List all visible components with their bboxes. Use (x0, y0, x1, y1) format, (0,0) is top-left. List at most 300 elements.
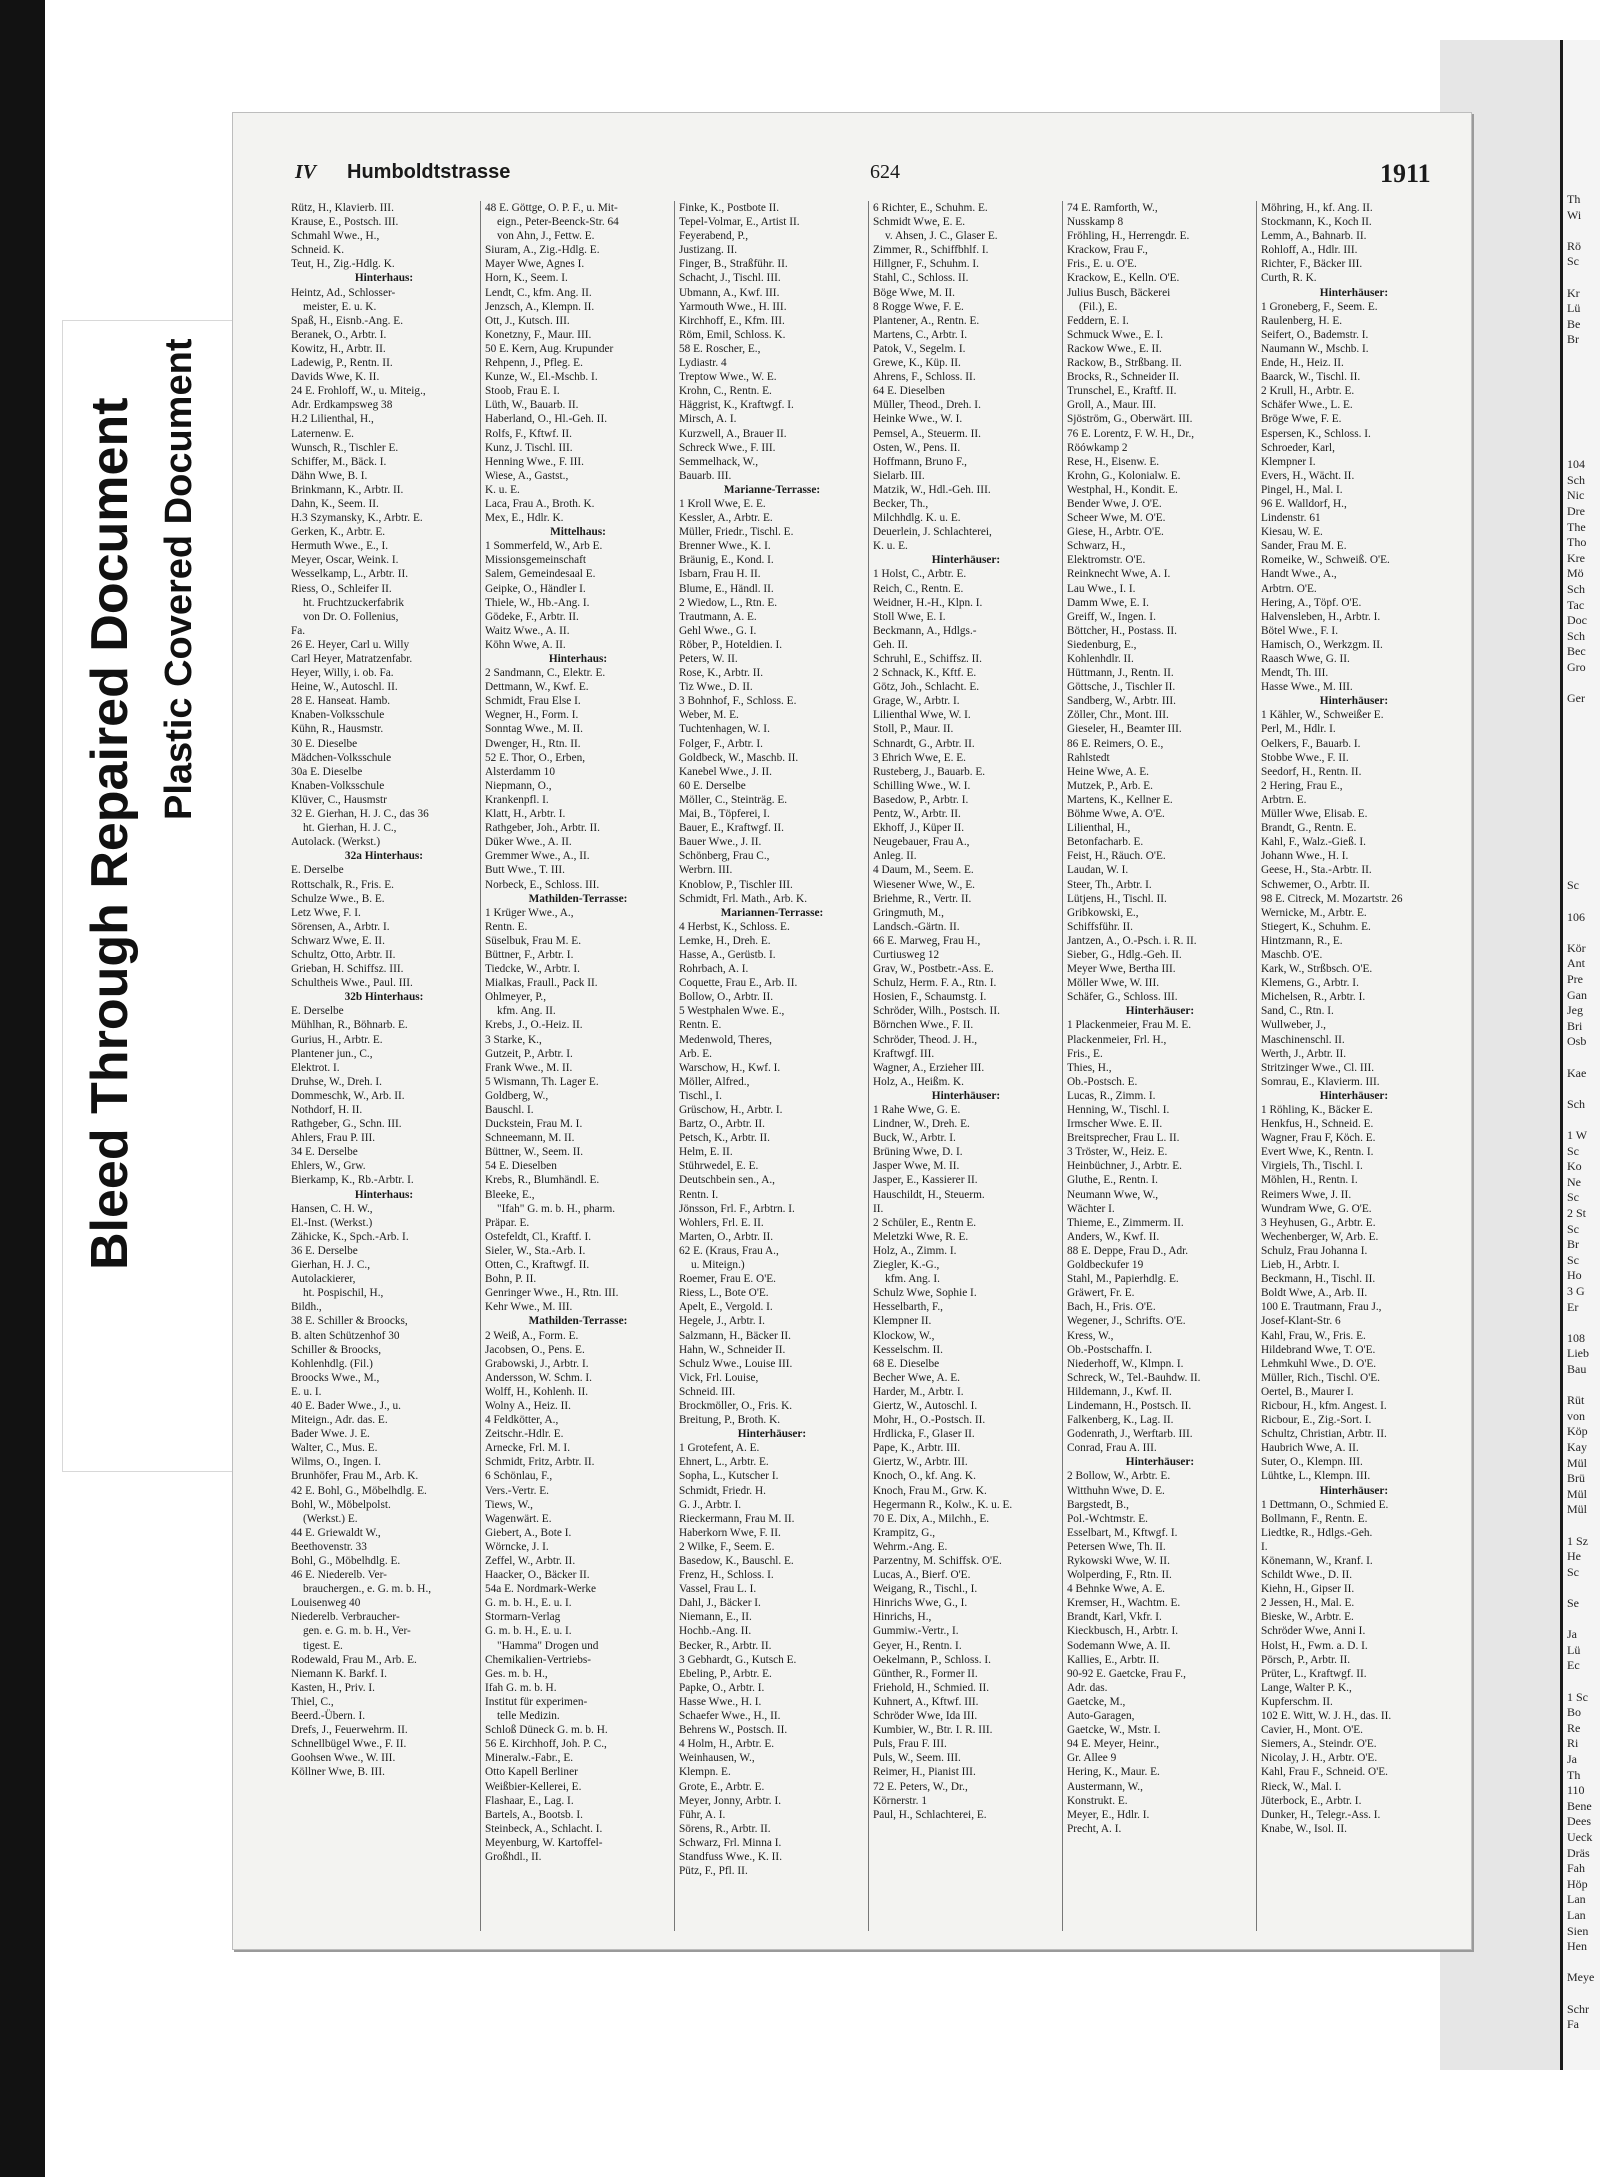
directory-entry: Autolackierer, (291, 1273, 356, 1286)
directory-entry: Becher Wwe, A. E. (873, 1371, 960, 1384)
section-heading: Mathilden-Terrasse: (528, 1315, 628, 1328)
directory-entry: Schmidt, Friedr. H. (679, 1484, 766, 1497)
directory-entry: Rieck, W., Mal. I. (1261, 1780, 1342, 1793)
directory-entry: Riess, L., Bote O'E. (679, 1287, 769, 1300)
directory-entry: Rentn. E. (485, 920, 528, 933)
directory-entry: Heyer, Willy, i. ob. Fa. (291, 667, 394, 680)
directory-entry: Kurzwell, A., Brauer II. (679, 427, 787, 440)
directory-entry: Schwarz Wwe, E. II. (291, 934, 385, 947)
directory-entry: Büttner, F., Arbtr. I. (485, 948, 574, 961)
directory-entry: 88 E. Deppe, Frau D., Adr. (1067, 1244, 1189, 1257)
directory-entry: Krohn, C., Rentn. E. (679, 385, 772, 398)
facing-page-fragment: Ec (1567, 1658, 1580, 1673)
facing-page-fragment: Tac (1567, 597, 1585, 612)
directory-entry: Baarck, W., Tischl. II. (1261, 371, 1361, 384)
facing-page-fragment: Sc (1567, 878, 1579, 893)
facing-page-fragment: Bo (1567, 1705, 1582, 1720)
directory-entry: Giertz, W., Autoschl. I. (873, 1399, 978, 1412)
directory-entry: von Ahn, J., Fettw. E. (497, 230, 595, 243)
directory-entry: Finke, K., Postbote II. (679, 202, 780, 214)
directory-entry: Stoob, Frau E. I. (485, 385, 560, 398)
directory-entry: Johann Wwe., H. I. (1261, 850, 1349, 863)
directory-entry: Kress, W., (1067, 1329, 1114, 1342)
directory-entry: Henning Wwe., F. III. (485, 455, 584, 468)
directory-entry: 3 Tröster, W., Heiz. E. (1067, 1146, 1168, 1159)
directory-entry: Tepel-Volmar, E., Artist II. (679, 216, 800, 229)
directory-entry: Grabowski, J., Arbtr. I. (485, 1357, 589, 1370)
directory-entry: Coquette, Frau E., Arb. II. (679, 977, 798, 990)
directory-entry: Nothdorf, H. II. (291, 1104, 363, 1116)
facing-page-fragment: Mö (1567, 566, 1584, 581)
facing-page-fragment: Meye (1567, 1970, 1595, 1985)
directory-column-4 (873, 201, 1059, 1931)
directory-entry: Bauschl. I. (485, 1104, 534, 1116)
directory-entry: Kraftwgf. III. (873, 1047, 935, 1060)
directory-entry: Düker Wwe., A. II. (485, 836, 572, 849)
directory-entry: Lemke, H., Dreh. E. (679, 934, 771, 947)
directory-entry: 2 Schüler, E., Rentn E. (873, 1216, 977, 1229)
directory-entry: Esselbart, M., Kftwgf. I. (1067, 1526, 1178, 1539)
directory-entry: Schultz, Christian, Arbtr. II. (1261, 1428, 1387, 1441)
directory-entry: Beckmann, A., Hdlgs.- (873, 624, 977, 637)
directory-entry: Ifah G. m. b. H. (485, 1681, 557, 1694)
directory-entry: Oelkers, F., Bauarb. I. (1261, 737, 1361, 750)
directory-entry: 2 Sandmann, C., Elektr. E. (485, 667, 606, 680)
directory-entry: Rackow Wwe., E. II. (1067, 342, 1162, 355)
directory-entry: Schneemann, M. II. (485, 1132, 575, 1145)
directory-entry: Curth, R. K. (1261, 272, 1317, 285)
page-header (295, 159, 1445, 189)
directory-entry: K. u. E. (485, 483, 520, 496)
directory-entry: Hinrichs Wwe, G., I. (873, 1597, 968, 1610)
directory-entry: Salzmann, H., Bäcker II. (679, 1329, 791, 1342)
directory-entry: Rieckermann, Frau M. II. (679, 1512, 795, 1525)
directory-entry: 76 E. Lorentz, F. W. H., Dr., (1067, 427, 1195, 440)
directory-page (232, 112, 1472, 1950)
directory-entry: Wehrm.-Ang. E. (873, 1540, 948, 1553)
year-marker: 1911 (1380, 159, 1431, 188)
directory-entry: Osten, W., Pens. II. (873, 441, 961, 454)
directory-entry: Anleg. II. (873, 850, 917, 863)
directory-entry: 74 E. Ramforth, W., (1067, 202, 1158, 214)
directory-entry: Großhdl., II. (485, 1850, 542, 1863)
directory-entry: Grav, W., Postbetr.-Ass. E. (873, 963, 994, 976)
directory-entry: Wesselkamp, L., Arbtr. II. (291, 568, 409, 581)
directory-entry: Werbrn. III. (679, 864, 733, 877)
directory-entry: Brandt, Karl, Vkfr. I. (1067, 1611, 1162, 1624)
facing-page-edge (1560, 40, 1600, 2070)
facing-page-fragment: Tho (1567, 535, 1587, 550)
directory-entry: Halvensleben, H., Arbtr. I. (1261, 610, 1381, 623)
directory-entry: Semmelhack, W., (679, 455, 759, 468)
directory-entry: Tuchtenhagen, W. I. (679, 723, 770, 736)
directory-entry: Reinknecht Wwe, A. I. (1067, 568, 1171, 581)
directory-entry: Arnecke, Frl. M. I. (485, 1442, 571, 1455)
directory-entry: Haberkorn Wwe, F. II. (679, 1526, 781, 1539)
directory-entry: Schulz, Herm. F. A., Rtn. I. (873, 977, 997, 990)
directory-entry: 58 E. Roscher, E., (679, 342, 761, 355)
directory-entry: Meletzki Wwe, R. E. (873, 1230, 969, 1243)
directory-entry: Elektromstr. O'E. (1067, 554, 1146, 567)
directory-entry: Mex, E., Hdlr. K. (485, 512, 564, 525)
directory-entry: Austermann, W., (1067, 1780, 1143, 1793)
directory-entry: Bauer Wwe., J. II. (679, 836, 762, 849)
directory-entry: Schmidt Wwe, E. E. (873, 216, 966, 229)
directory-entry: Frank Wwe., M. II. (485, 1061, 573, 1074)
directory-entry: Röówkamp 2 (1067, 441, 1128, 454)
directory-entry: Somrau, E., Klavierm. III. (1261, 1075, 1380, 1088)
directory-entry: Oertel, B., Maurer I. (1261, 1385, 1354, 1398)
directory-entry: Fris., E. (1067, 1047, 1103, 1060)
directory-entry: Schmahl Wwe., H., (291, 230, 380, 243)
directory-entry: Steer, Th., Arbtr. I. (1067, 878, 1152, 891)
directory-entry: Schiffsführ. II. (1067, 920, 1133, 933)
directory-entry: 50 E. Kern, Aug. Krupunder (485, 342, 614, 355)
directory-entry: Jasper Wwe, M. II. (873, 1160, 960, 1173)
directory-entry: Tischl., I. (679, 1089, 722, 1102)
directory-entry: Brockmöller, O., Fris. K. (679, 1399, 793, 1412)
facing-page-fragment: 108 (1567, 1330, 1585, 1345)
directory-entry: Precht, A. I. (1067, 1822, 1122, 1835)
facing-page-fragment: Lü (1567, 1642, 1581, 1657)
directory-entry: Deuerlein, J. Schlachterei, (873, 526, 992, 539)
directory-entry: Rathgeber, Joh., Arbtr. II. (485, 822, 601, 835)
directory-entry: Rackow, B., Strßbang. II. (1067, 357, 1182, 370)
directory-entry: Sörens, R., Arbtr. II. (679, 1822, 771, 1835)
directory-entry: Kieckbusch, H., Arbtr. I. (1067, 1625, 1179, 1638)
directory-entry: 94 E. Meyer, Heinr., (1067, 1738, 1160, 1751)
facing-page-fragment: Sc (1567, 1190, 1579, 1205)
directory-entry: Böge Wwe, M. II. (873, 286, 955, 299)
directory-entry: Holst, H., Fwm. a. D. I. (1261, 1639, 1368, 1652)
directory-entry: 3 Gebhardt, G., Kutsch E. (679, 1653, 797, 1666)
directory-entry: Krohn, G., Kolonialw. E. (1067, 469, 1181, 482)
facing-page-fragment: Ger (1567, 691, 1585, 706)
directory-entry: Medenwold, Theres, (679, 1033, 772, 1046)
directory-entry: 42 E. Bohl, G., Möbelhdlg. E. (291, 1484, 427, 1497)
directory-entry: Ob.-Postschaffn. I. (1067, 1343, 1153, 1356)
section-heading: Mathilden-Terrasse: (528, 892, 628, 905)
directory-entry: Mohr, H., O.-Postsch. II. (873, 1414, 986, 1427)
directory-entry: Blume, E., Händl. II. (679, 582, 774, 595)
directory-entry: Pütz, F., Pfl. II. (679, 1865, 748, 1878)
directory-entry: Boldt Wwe, A., Arb. II. (1261, 1287, 1368, 1300)
page-number: 624 (870, 161, 900, 183)
directory-entry: ht. Pospischil, H., (303, 1287, 384, 1300)
facing-page-fragment: Kör (1567, 940, 1586, 955)
directory-entry: Hasse Wwe., H. I. (679, 1695, 762, 1708)
directory-entry: Jacobsen, O., Pens. E. (485, 1343, 585, 1356)
directory-entry: Häggrist, K., Kraftwgf. I. (679, 399, 794, 412)
directory-entry: Teut, H., Zig.-Hdlg. K. (291, 258, 395, 271)
directory-entry: Lieb, H., Arbtr. I. (1261, 1259, 1340, 1272)
facing-page-fragment: Rüt (1567, 1393, 1585, 1408)
directory-entry: 30a E. Dieselbe (291, 765, 363, 778)
directory-entry: G. J., Arbtr. I. (679, 1498, 742, 1511)
directory-entry: Steinbeck, A., Schlacht. I. (485, 1822, 603, 1835)
facing-page-fragment: 110 (1567, 1783, 1585, 1798)
directory-entry: Kohlenhdlr. II. (1067, 653, 1134, 665)
directory-entry: Trautmann, A. E. (679, 610, 757, 623)
directory-entry: Schäfer, G., Schloss. III. (1067, 991, 1178, 1004)
directory-entry: Carl Heyer, Matratzenfabr. (291, 653, 413, 665)
directory-entry: Anders, W., Kwf. II. (1067, 1230, 1160, 1243)
section-heading: Hinterhäuser: (931, 1089, 1001, 1102)
directory-entry: Schnardt, G., Arbtr. II. (873, 737, 975, 750)
directory-entry: Mädchen-Volksschule (291, 751, 392, 764)
directory-entry: Nusskamp 8 (1067, 216, 1124, 229)
directory-entry: 56 E. Kirchhoff, Joh. P. C., (485, 1738, 607, 1751)
directory-entry: Haubrich Wwe, A. II. (1261, 1442, 1359, 1455)
directory-entry: Böhme Wwe, A. O'E. (1067, 808, 1165, 821)
facing-page-fragment: Sch (1567, 582, 1585, 596)
facing-page-fragment: Sch (1567, 628, 1585, 643)
directory-entry: Maschb. O'E. (1261, 948, 1323, 961)
directory-entry: Dahn, K., Seem. II. (291, 497, 379, 510)
facing-page-fragment: Dre (1567, 504, 1585, 518)
section-heading: Hinterhaus: (354, 1188, 414, 1201)
directory-entry: Geyer, H., Rentn. I. (873, 1639, 962, 1652)
directory-entry: Seedorf, H., Rentn. II. (1261, 765, 1362, 778)
directory-column-1 (291, 201, 477, 1931)
directory-entry: Jüterbock, E., Arbtr. I. (1261, 1794, 1362, 1807)
directory-entry: E. Derselbe (291, 1005, 344, 1018)
directory-entry: Kessler, A., Arbtr. E. (679, 512, 773, 525)
directory-entry: Wunsch, R., Tischler E. (291, 441, 399, 454)
directory-entry: Norbeck, E., Schloss. III. (485, 878, 600, 891)
directory-entry: 2 Schnack, K., Kftf. E. (873, 667, 977, 680)
directory-entry: 6 Richter, E., Schuhm. E. (873, 202, 988, 214)
directory-entry: Mirsch, A. I. (679, 413, 737, 426)
directory-entry: Bollmann, F., Rentn. E. (1261, 1512, 1368, 1525)
directory-entry: Gremmer Wwe., A., II. (485, 850, 590, 863)
directory-entry: Deutschbein sen., A., (679, 1174, 776, 1187)
facing-page-fragment: Bau (1567, 1362, 1587, 1376)
directory-entry: Pape, K., Arbtr. III. (873, 1442, 961, 1455)
directory-entry: Hasse Wwe., M. III. (1261, 681, 1353, 694)
facing-page-fragment: von (1567, 1408, 1585, 1423)
directory-entry: Witthuhn Wwe, D. E. (1067, 1484, 1165, 1497)
directory-entry: 6 Schönlau, F., (485, 1470, 553, 1483)
directory-entry: Romeike, W., Schweiß. O'E. (1261, 554, 1390, 567)
directory-entry: Werth, J., Arbtr. II. (1261, 1047, 1347, 1060)
directory-entry: Papke, O., Arbtr. I. (679, 1681, 765, 1694)
directory-entry: Naumann W., Mschb. I. (1261, 342, 1369, 355)
directory-entry: Betonfacharb. E. (1067, 836, 1144, 849)
directory-entry: Heine Wwe, A. E. (1067, 765, 1149, 778)
directory-entry: Köllner Wwe, B. III. (291, 1766, 385, 1779)
directory-entry: Schmuck Wwe., E. I. (1067, 328, 1164, 341)
directory-entry: Pemsel, A., Steuerm. II. (873, 427, 981, 440)
directory-entry: Seifert, O., Bademstr. I. (1261, 328, 1369, 341)
directory-entry: Cavier, H., Mont. O'E. (1261, 1724, 1363, 1737)
facing-page-fragment: Doc (1567, 613, 1587, 628)
directory-entry: telle Medizin. (497, 1710, 560, 1723)
directory-entry: Mühlhan, R., Böhnarb. E. (291, 1019, 408, 1032)
directory-entry: Börnchen Wwe., F. II. (873, 1019, 974, 1032)
directory-entry: Gierhan, H. J. C., (291, 1259, 371, 1272)
directory-entry: Buck, W., Arbtr. I. (873, 1132, 956, 1145)
directory-entry: Brunhöfer, Frau M., Arb. K. (291, 1470, 419, 1483)
directory-column-3 (679, 201, 865, 1931)
directory-entry: Warschow, H., Kwf. I. (679, 1061, 781, 1074)
directory-entry: Flashaar, E., Lag. I. (485, 1794, 574, 1807)
directory-entry: Ott, J., Kutsch. III. (485, 314, 570, 327)
directory-entry: Feist, H., Räuch. O'E. (1067, 850, 1166, 863)
directory-entry: Giertz, W., Arbtr. III. (873, 1456, 968, 1469)
directory-entry: Vick, Frl. Louise, (679, 1371, 759, 1384)
facing-page-fragment: Ja (1567, 1627, 1577, 1642)
directory-entry: Goldberg, W., (485, 1089, 549, 1102)
facing-page-fragment: Sch (1567, 472, 1585, 487)
directory-entry: Bollow, O., Arbtr. II. (679, 991, 774, 1004)
directory-entry: Julius Busch, Bäckerei (1067, 286, 1171, 299)
directory-entry: Geese, H., Sta.-Arbtr. II. (1261, 864, 1372, 877)
directory-entry: brauchergen., e. G. m. b. H., (303, 1583, 432, 1596)
directory-entry: 1 Krüger Wwe., A., (485, 906, 574, 919)
directory-entry: Ebeling, P., Arbtr. E. (679, 1667, 772, 1680)
directory-entry: 46 E. Niederelb. Ver- (291, 1569, 387, 1582)
directory-entry: Dahl, J., Bäcker I. (679, 1597, 761, 1610)
directory-entry: Martens, C., Arbtr. I. (873, 328, 968, 341)
directory-entry: Schmidt, Frl. Math., Arb. K. (679, 892, 808, 905)
directory-entry: 70 E. Dix, A., Milchh., E. (873, 1512, 990, 1525)
directory-entry: Schroeder, Karl, (1261, 441, 1335, 454)
directory-entry: Sopha, L., Kutscher I. (679, 1470, 779, 1483)
directory-entry: Letz Wwe, F. I. (291, 906, 361, 919)
directory-entry: Rütz, H., Klavierb. III. (291, 202, 394, 214)
directory-entry: Dunker, H., Telegr.-Ass. I. (1261, 1808, 1381, 1821)
directory-entry: Neumann Wwe, W., (1067, 1188, 1159, 1201)
directory-entry: Haberland, O., Hl.-Geh. II. (485, 413, 608, 426)
directory-entry: Josef-Klant-Str. 6 (1261, 1315, 1341, 1328)
directory-entry: Klockow, W., (873, 1329, 935, 1342)
directory-entry: Goldbeck, W., Maschb. II. (679, 751, 799, 764)
directory-entry: Stoll Wwe, E. I. (873, 610, 946, 623)
directory-entry: Gurius, H., Arbtr. E. (291, 1033, 383, 1046)
directory-entry: Sieber, G., Hdlg.-Geh. II. (1067, 948, 1182, 961)
directory-entry: u. Miteign.) (691, 1259, 745, 1272)
directory-entry: 4 Behnke Wwe, A. E. (1067, 1583, 1165, 1596)
directory-entry: 100 E. Trautmann, Frau J., (1261, 1301, 1382, 1314)
directory-entry: Milchhdlg. K. u. E. (873, 512, 961, 525)
directory-entry: Büttner, W., Seem. II. (485, 1146, 584, 1159)
facing-page-fragment: Sien (1567, 1923, 1589, 1938)
directory-entry: Dähn Wwe, B. I. (291, 469, 368, 482)
directory-entry: Nicolay, J. H., Arbtr. O'E. (1261, 1752, 1378, 1765)
directory-entry: Rose, K., Arbtr. II. (679, 667, 764, 680)
section-heading: Hinterhäuser: (1319, 1089, 1389, 1102)
directory-entry: Ostefeldt, Cl., Kraftf. I. (485, 1230, 592, 1243)
facing-page-fragment: Be (1567, 316, 1581, 331)
directory-entry: Lindenstr. 61 (1261, 512, 1321, 525)
directory-entry: Gr. Allee 9 (1067, 1752, 1117, 1765)
directory-entry: Kehr Wwe., M. III. (485, 1301, 573, 1314)
directory-entry: Hildebrand Wwe, T. O'E. (1261, 1343, 1376, 1356)
directory-entry: Otto Kapell Berliner (485, 1766, 578, 1779)
directory-entry: Briehme, R., Vertr. II. (873, 892, 972, 905)
facing-page-fragment: Lan (1567, 1908, 1586, 1922)
directory-entry: Mayer Wwe, Agnes I. (485, 258, 585, 271)
directory-entry: Maschinenschl. II. (1261, 1033, 1345, 1046)
directory-entry: Bohn, P. II. (485, 1273, 537, 1286)
directory-entry: Mai, B., Töpferei, I. (679, 808, 770, 821)
directory-entry: Möhring, H., kf. Ang. II. (1261, 202, 1373, 214)
directory-entry: Damm Wwe, E. I. (1067, 596, 1149, 609)
directory-entry: Wechenberger, W, Arb. E. (1261, 1230, 1379, 1243)
directory-entry: Siedenburg, E., (1067, 638, 1137, 651)
directory-entry: Zimmer, R., Schiffbhlf. I. (873, 244, 989, 257)
facing-page-fragment: Sc (1567, 1564, 1579, 1579)
directory-entry: Süselbuk, Frau M. E. (485, 934, 582, 947)
directory-entry: Evert Wwe, K., Rentn. I. (1261, 1146, 1374, 1159)
directory-entry: Lehmkuhl Wwe., D. O'E. (1261, 1357, 1377, 1370)
directory-entry: Wolperding, F., Rtn. II. (1067, 1569, 1172, 1582)
directory-entry: Krackow, Frau F., (1067, 244, 1148, 257)
directory-entry: Wegner, H., Form. I. (485, 709, 579, 722)
directory-entry: Henkfus, H., Schneid. E. (1261, 1118, 1374, 1131)
directory-entry: Sand, C., Rtn. I. (1261, 1005, 1334, 1018)
directory-entry: Haacker, O., Bäcker II. (485, 1569, 590, 1582)
directory-entry: meister, E. u. K. (303, 300, 377, 313)
directory-entry: Harder, M., Arbtr. I. (873, 1385, 964, 1398)
directory-entry: Wörncke, J. I. (485, 1540, 549, 1553)
directory-entry: Miteign., Adr. das. E. (291, 1414, 388, 1427)
facing-page-fragment: Ueck (1567, 1830, 1593, 1844)
directory-entry: Genringer Wwe., H., Rtn. III. (485, 1287, 619, 1300)
section-heading: Mittelhaus: (550, 526, 606, 539)
column-rule (868, 201, 869, 1931)
directory-entry: Müller, Theod., Dreh. I. (873, 399, 981, 412)
directory-entry: Kahl, F., Walz.-Gieß. I. (1261, 836, 1366, 849)
directory-entry: Gummiw.-Vertr., I. (873, 1625, 959, 1638)
directory-entry: Hasse, A., Gerüstb. I. (679, 948, 776, 961)
directory-entry: Giese, H., Arbtr. O'E. (1067, 526, 1164, 539)
directory-entry: Wilms, O., Ingen. I. (291, 1456, 381, 1469)
directory-entry: Wegener, J., Schrifts. O'E. (1067, 1315, 1186, 1328)
facing-page-fragment: Bec (1567, 644, 1586, 659)
directory-entry: Elektrot. I. (291, 1061, 340, 1074)
directory-entry: Patok, V., Segelm. I. (873, 342, 966, 355)
directory-entry: Knaben-Volksschule (291, 779, 385, 792)
facing-page-fragment: Hen (1567, 1939, 1587, 1954)
directory-entry: 34 E. Derselbe (291, 1146, 358, 1159)
directory-entry: ht. Gierhan, H. J. C., (303, 822, 397, 835)
directory-entry: Brandt, G., Rentn. E. (1261, 822, 1357, 835)
directory-entry: Gerken, K., Arbtr. E. (291, 526, 386, 539)
directory-entry: Kohlenhdlg. (Fil.) (291, 1357, 373, 1370)
directory-entry: Ladewig, P., Rentn. II. (291, 357, 393, 370)
directory-entry: Auto-Garagen, (1067, 1710, 1135, 1723)
section-heading: Hinterhäuser: (1319, 695, 1389, 708)
directory-entry: Lange, Walter P. K., (1261, 1681, 1352, 1694)
directory-entry: Institut für experimen- (485, 1695, 588, 1708)
directory-entry: Ricbour, H., kfm. Angest. I. (1261, 1399, 1387, 1412)
directory-entry: Alsterdamm 10 (485, 765, 555, 778)
directory-entry: Krause, E., Postsch. III. (291, 216, 399, 229)
directory-entry: Greiff, W., Ingen. I. (1067, 610, 1156, 623)
directory-entry: Schönberg, Frau C., (679, 850, 770, 863)
directory-entry: Rohloff, A., Hdlr. III. (1261, 244, 1358, 257)
directory-entry: Pentz, W., Arbtr. II. (873, 808, 961, 821)
directory-entry: Bohl, W., Möbelpolst. (291, 1498, 391, 1511)
directory-entry: Gaetcke, M., (1067, 1695, 1126, 1708)
directory-entry: Brüning Wwe, D. I. (873, 1146, 963, 1159)
directory-entry: Schneid. III. (679, 1385, 736, 1398)
directory-entry: Bildh., (291, 1301, 322, 1314)
directory-entry: Rolfs, F., Kftwf. II. (485, 427, 572, 440)
column-rule (1062, 201, 1063, 1931)
